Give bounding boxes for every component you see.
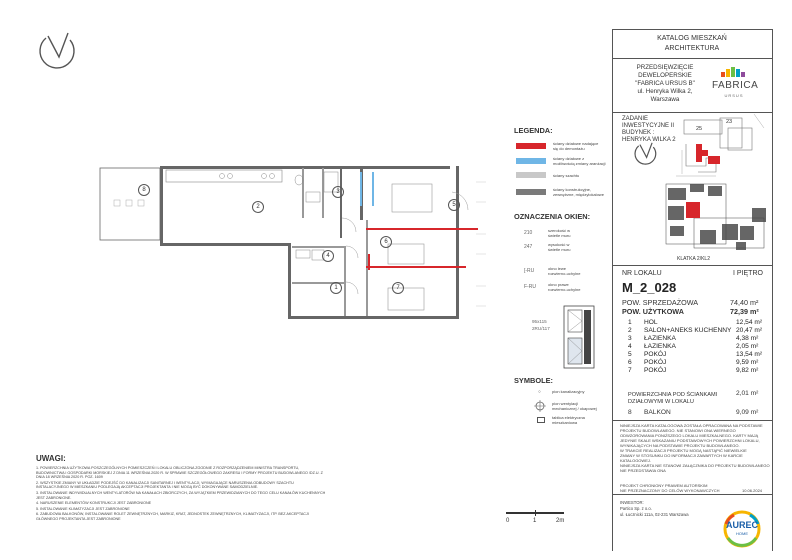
disclaimer: [620, 423, 770, 473]
divider: [612, 112, 772, 113]
window-sample-drawing: [560, 304, 596, 372]
room-no: 3: [628, 335, 632, 342]
task-line: ZADANIE: [622, 116, 649, 122]
symbol-desc-line: tablica elektryczna: [552, 415, 585, 420]
legend-item: [516, 141, 598, 151]
disclaimer-line: WYNIKAJĄCYCH NA PODSTAWIE PROJEKTU BUDOWLANEGO.: [620, 443, 740, 448]
window-desc: [548, 282, 580, 292]
investment-line: DEWELOPERSKIE: [638, 72, 692, 79]
disclaimer-line: W TRAKCIE REALIZACJI PROJEKTU MOGĄ NASTĄPIĆ NIEWIELKIE: [620, 448, 747, 453]
room-name: POKÓJ: [644, 351, 667, 358]
divider: [612, 265, 772, 266]
room-number-bubble: 1: [330, 282, 342, 294]
aurec-logo-text: AUREC: [725, 520, 758, 530]
window-code: 210: [524, 230, 533, 236]
room-area: 4,38 m²: [736, 335, 759, 342]
room-number-bubble: 3: [332, 186, 344, 198]
legend-text: się do demontażu: [553, 146, 585, 151]
notes-list: [36, 466, 326, 523]
disclaimer-line: NINIEJSZA KARTA NIE STANOWI ZAŁĄCZNIKA DO PROJEKTU BUDOWLANEGO: [620, 463, 770, 468]
legend-text: ściany działowe nadające: [553, 141, 599, 146]
investor-name: Partico Sp. z o.o.: [620, 506, 652, 511]
note-item: 6. ZABUDOWA BALKONÓW, INSTALOWANIE ROLET ZEWNĘTRZNYCH, MARKIZ, KRAT, JEDNOSTEK ZEWNĘTRZNYCH, KLIMATYZACJI, ITP. BEZ AKCEPTACJI GŁÓWNEGO PROJEKTANTA JEST ZABRONIONE: [36, 512, 309, 521]
scale-label: 0: [506, 518, 510, 524]
room-area: 13,54 m²: [736, 351, 763, 358]
room-name: POKÓJ: [644, 367, 667, 374]
window-desc-line: okno prawe: [548, 282, 569, 287]
legend-swatch: [516, 158, 546, 164]
balcony-no: 8: [628, 409, 632, 416]
scale-label: 1: [533, 518, 537, 524]
divider: [612, 494, 772, 495]
room-number-bubble: 6: [380, 236, 392, 248]
legend-swatch: [516, 172, 546, 178]
room-number-bubble: 7: [392, 282, 404, 294]
symbols-title: SYMBOLE:: [514, 376, 554, 385]
legend-text: ściany działowe z: [553, 156, 585, 161]
stair-label: KLATKA 2/KL2: [677, 256, 710, 262]
room-name: ŁAZIENKA: [644, 335, 676, 342]
window-desc-line: okno lewe: [548, 266, 567, 271]
investment-line: PRZEDSIĘWZIĘCIE: [636, 64, 694, 71]
task-line: HENRYKA WILKA 2: [622, 137, 676, 143]
floor-key-plan: [664, 182, 770, 254]
partition-label-line: POWIERZCHNIA POD ŚCIANKAMI: [628, 392, 718, 398]
room-number-bubble: 8: [138, 184, 150, 196]
window-sample-codes: [532, 318, 550, 332]
symbol-desc: [552, 415, 585, 425]
balcony-value: 9,09 m²: [736, 409, 759, 416]
protected-line: PROJEKT CHRONIONY PRAWEM AUTORSKIM: [620, 483, 708, 488]
fabrica-logo-text: FABRICA: [712, 80, 759, 91]
architect-logo: [38, 30, 78, 76]
fabrica-logo-mark: [719, 66, 749, 78]
window-desc-line: świetle muru: [548, 233, 571, 238]
window-desc-line: wysokość w: [548, 242, 570, 247]
room-area: 2,05 m²: [736, 343, 759, 350]
legend-swatch: [516, 189, 546, 195]
divider: [612, 58, 772, 59]
legend-text: zewnętrzne, międzylokalowe: [553, 192, 604, 197]
legend-item: [516, 156, 605, 166]
aurec-logo-sub: HOME: [736, 531, 748, 536]
unit-floor: I PIĘTRO: [733, 270, 763, 277]
room-no: 7: [628, 367, 632, 374]
room-name: POKÓJ: [644, 359, 667, 366]
investment-line: ul. Henryka Wilka 2,: [637, 88, 693, 95]
room-no: 1: [628, 319, 632, 326]
protected-line: NIE PRZEZNACZONY DO CELÓW WYKONAWCZYCH: [620, 488, 720, 493]
balcony-outline: [100, 168, 160, 240]
architect-logo-small: [632, 141, 660, 169]
investment-line: Warszawa: [650, 96, 680, 103]
investment-info: [615, 64, 715, 104]
disclaimer-line: NIE PRZEDSTAWIA ONA: [620, 468, 666, 473]
unit-nr-label: NR LOKALU: [622, 270, 662, 277]
symbol-desc-line: pion wentylacji: [552, 401, 579, 406]
room-no: 2: [628, 327, 632, 334]
window-desc: [548, 228, 570, 238]
room-area: 12,54 m²: [736, 319, 763, 326]
note-item: 4. NARUSZENIE ELEMENTÓW KONSTRUKCJI JEST ZABRONIONE: [36, 501, 152, 506]
window-sample-code: 2RU/117: [532, 326, 550, 331]
notes-title: UWAGI:: [36, 454, 66, 463]
window-desc: [548, 242, 570, 252]
symbol-desc-line: mieszkaniowa: [552, 420, 578, 425]
legend-item: [516, 172, 579, 178]
room-area: 9,59 m²: [736, 359, 759, 366]
divider: [612, 29, 772, 30]
legend-item: [516, 187, 604, 197]
legend-text: ściany szachtu: [553, 172, 580, 178]
window-code: F-RU: [524, 284, 536, 290]
balcony-name: BALKON: [644, 409, 671, 416]
disclaimer-line: NINIEJSZA KARTA KATALOGOWA ZOSTAŁA OPRACOWANA NA PODSTAWIE: [620, 423, 763, 428]
partition-value: 2,01 m²: [736, 390, 759, 397]
legend-title: LEGENDA:: [514, 126, 553, 135]
task-info: [622, 116, 676, 144]
symbol-desc: [552, 401, 597, 411]
room-area: 9,82 m²: [736, 367, 759, 374]
windows-title: OZNACZENIA OKIEN:: [514, 212, 591, 221]
symbol-desc: [552, 389, 584, 394]
symbol-desc-line: mechanicznej / okapowej: [552, 406, 597, 411]
sales-area-label: POW. SPRZEDAŻOWA: [622, 298, 699, 307]
map-label: 25: [696, 126, 703, 132]
legend-text: ściany konstrukcyjne,: [553, 187, 592, 192]
room-number-bubble: 4: [322, 250, 334, 262]
symbol-desc-line: pion kanalizacyjny: [552, 389, 585, 394]
task-line: BUDYNEK :: [622, 130, 655, 136]
fabrica-logo-sub: URSUS: [724, 93, 744, 98]
disclaimer-line: PROJEKTU BUDOWLANEGO. NIE STANOWI ONA WIERNEGO: [620, 428, 736, 433]
unit-number: M_2_028: [622, 280, 677, 295]
note-item: 3. INSTALOWANIE INDYWIDUALNYCH WENTYLATORÓW NA KANAŁACH ZBIORCZYCH, ZA WYJĄTKIEM PRZEWIDZIANYCH DO TEGO CELU KANAŁÓW KUCHENNYCH JEST ZABRONIONE.: [36, 490, 326, 500]
note-item: 2. WSZYSTKIE ZMIANY W UKŁADZIE PODEJŚĆ DO KANALIZACJI SANITARNEJ I WENTYLACJI, WYMAGAJĄCE NARUSZENIA ODBUDOWY SZACHTU INSTALACYJNEGO W MIESZKANIU PODLEGAJĄ AKCEPTACJI PROJEKTANTA I NIE MOGĄ BYĆ DOKONYWANE SAMODZIELNIE.: [36, 480, 294, 490]
window-desc-line: szerokość w: [548, 228, 571, 233]
disclaimer-line: ODWZOROWANIA PONIŻSZEGO LOKALU MIESZKALNEGO. KARTY MAJĄ: [620, 433, 759, 438]
investor-label: INWESTOR:: [620, 500, 644, 505]
electrical-panel-icon: [537, 417, 545, 423]
room-no: 4: [628, 343, 632, 350]
divider: [772, 29, 773, 551]
divider: [612, 420, 772, 421]
window-desc-line: rozwierno-uchylne: [548, 271, 581, 276]
investor-info: [620, 500, 689, 518]
window-desc: [548, 266, 580, 276]
window-desc-line: rozwierno-uchylne: [548, 287, 581, 292]
disclaimer-line: ZMIANY W STOSUNKU DO INFORMACJI ZAWARTYCH W KARCIE: [620, 453, 743, 458]
site-map: [676, 114, 770, 186]
ventilation-riser-icon: [534, 400, 546, 412]
room-no: 5: [628, 351, 632, 358]
protected-note: [620, 483, 720, 493]
legend-text: możliwością zmiany aranżacji: [553, 161, 606, 166]
disclaimer-line: JEDYNIE SKALE WSKAZANIU PODSTAWOWYCH POWIERZCHNI LOKALU,: [620, 438, 760, 443]
window-sample-code: 95x115: [532, 319, 547, 324]
room-row: [622, 366, 768, 375]
partition-label-line: DZIAŁOWYMI W LOKALU: [628, 399, 694, 405]
usable-area-value: 72,39 m²: [730, 307, 759, 316]
doc-date: 10.06.2024: [742, 488, 763, 493]
catalog-subtitle: ARCHITEKTURA: [664, 45, 720, 52]
catalog-title: KATALOG MIESZKAŃ: [657, 35, 727, 42]
scale-tick: [535, 510, 536, 516]
note-item: 1. POWIERZCHNIA UŻYTKOWA POSZCZEGÓLNYCH POMIESZCZEŃ I LOKALU OBLICZONA ZGODNIE Z ROZPORZĄDZENIEM MINISTRA TRANSPORTU, BUDOWNICTWA I GOSPODARKI MORSKIEJ Z DNIA 11 WRZEŚNIA 2020 R. W SPRAWIE SZCZEGÓŁOWEGO ZAKRESU I FORMY PROJEKTU BUDOWLANEGO /DZ.U. Z DNIA 18 WRZEŚNIA 2020 R. POZ. 1609: [36, 466, 323, 480]
window-code: 247: [524, 244, 533, 250]
room-name: ŁAZIENKA: [644, 343, 676, 350]
window-desc-line: świetle muru: [548, 247, 571, 252]
note-item: 5. INSTALOWANIE KLIMATYZACJI JEST ZABRONIONE: [36, 506, 130, 511]
floor-plan: [96, 158, 486, 328]
window-code: [-RU: [524, 268, 535, 274]
investor-address: ul. Łucznicki 111a, 02-231 Warszawa: [620, 512, 689, 517]
map-label: 23: [726, 119, 733, 125]
disclaimer-line: KATALOGOWEJ.: [620, 458, 651, 463]
partition-label: [628, 392, 717, 406]
scale-label: 2m: [556, 518, 565, 524]
room-no: 6: [628, 359, 632, 366]
investment-line: "FABRICA URSUS B": [635, 80, 695, 87]
room-number-bubble: 5: [448, 199, 460, 211]
room-name: HOL: [644, 319, 658, 326]
room-number-bubble: 2: [252, 201, 264, 213]
sewage-riser-icon: ◦: [538, 387, 541, 396]
task-line: INWESTYCYJNE II: [622, 123, 675, 129]
sales-area-value: 74,40 m²: [730, 298, 759, 307]
legend-swatch: [516, 143, 546, 149]
room-area: 20,47 m²: [736, 327, 763, 334]
room-name: SALON+ANEKS KUCHENNY: [644, 327, 732, 334]
usable-area-label: POW. UŻYTKOWA: [622, 307, 684, 316]
